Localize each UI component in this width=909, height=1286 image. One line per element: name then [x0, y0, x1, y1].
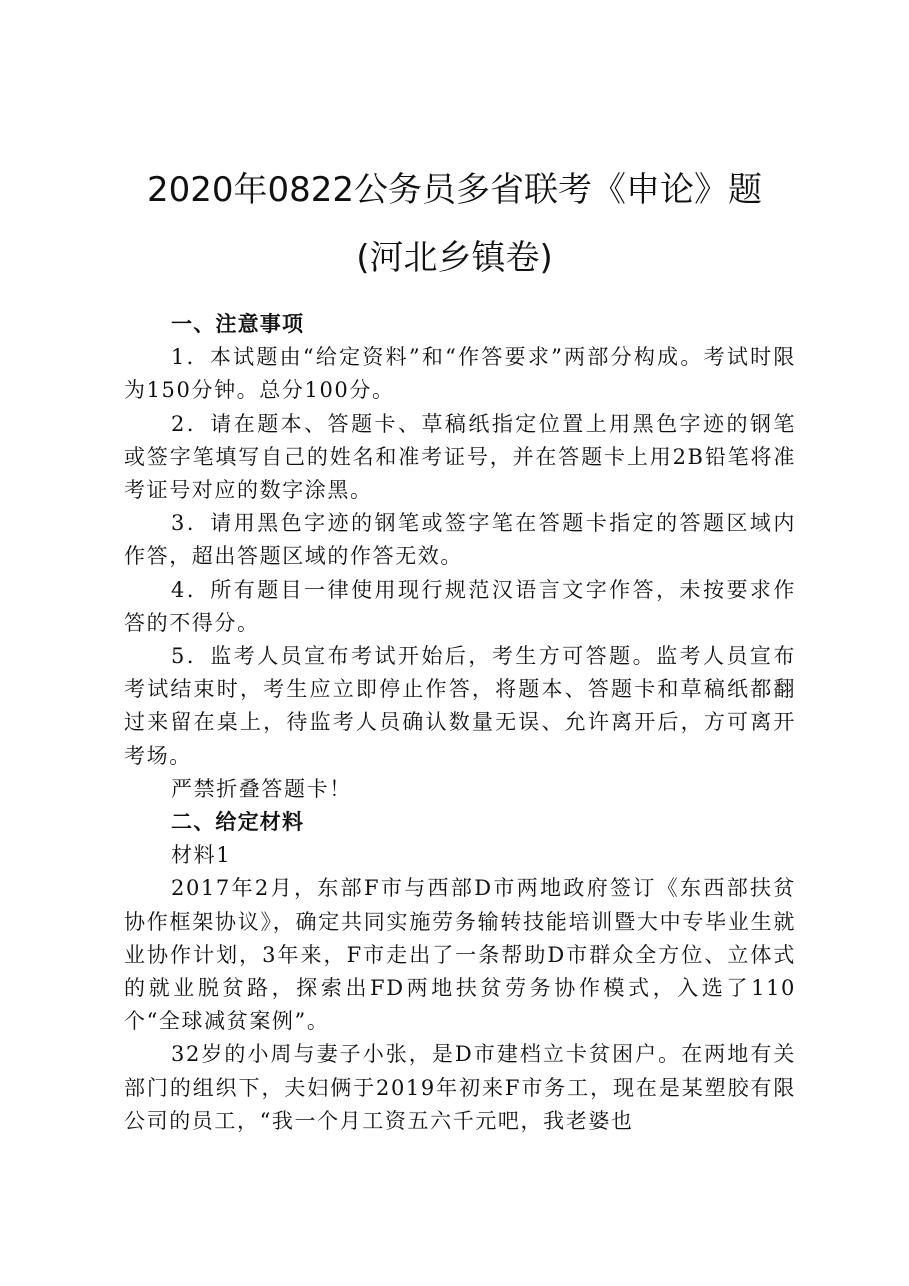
notice-item-4: 4．所有题目一律使用现行规范汉语言文字作答，未按要求作答的不得分。	[124, 577, 796, 635]
section-heading-notice: 一、注意事项	[171, 312, 305, 336]
section-heading-materials: 二、给定材料	[171, 810, 305, 835]
notice-item-5: 5．监考人员宣布考试开始后，考生方可答题。监考人员宣布考试结束时，考生应立即停止作答，将题本、答题卡和草稿纸都翻过来留在桌上，待监考人员确认数量无误、允许离开后，方可离开考场。	[124, 644, 796, 768]
material-paragraph-1: 2017年2月，东部F市与西部D市两地政府签订《东西部扶贫协作框架协议》，确定共同实施劳务输转技能培训暨大中专毕业生就业协作计划，3年来，F市走出了一条帮助D市群众全方位、立体式的就业脱贫路，探索出FD两地扶贫劳务协作模式，入选了110个“全球减贫案例”。	[124, 876, 796, 1034]
document-body	[124, 308, 796, 1138]
notice-item-1: 1．本试题由“给定资料”和“作答要求”两部分构成。考试时限为150分钟。总分100分。	[124, 345, 796, 403]
material-label: 材料1	[171, 843, 232, 868]
document-subtitle: (河北乡镇卷)	[356, 238, 553, 278]
notice-warning: 严禁折叠答题卡！	[171, 776, 352, 801]
notice-item-2: 2．请在题本、答题卡、草稿纸指定位置上用黑色字迹的钢笔或签字笔填写自己的姓名和准考证号，并在答题卡上用2B铅笔将准考证号对应的数字涂黑。	[124, 411, 796, 503]
document-title: 2020年0822公务员多省联考《申论》题	[146, 170, 763, 210]
notice-item-3: 3．请用黑色字迹的钢笔或签字笔在答题卡指定的答题区域内作答，超出答题区域的作答无效。	[124, 511, 796, 569]
material-paragraph-2: 32岁的小周与妻子小张，是D市建档立卡贫困户。在两地有关部门的组织下，夫妇俩于2019年初来F市务工，现在是某塑胶有限公司的员工，“我一个月工资五六千元吧，我老婆也	[124, 1042, 796, 1133]
